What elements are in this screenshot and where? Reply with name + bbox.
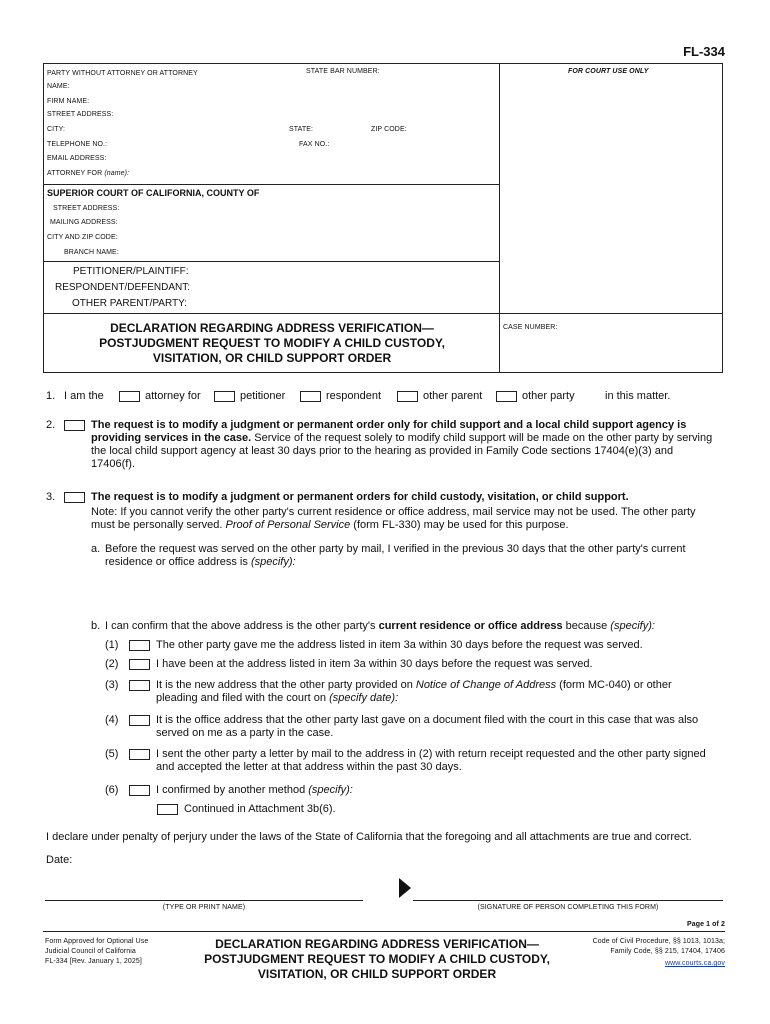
email-label: EMAIL ADDRESS: <box>47 155 107 162</box>
option2-number: (2) <box>105 658 119 670</box>
case-number-label: CASE NUMBER: <box>503 324 558 331</box>
zip-code-label: ZIP CODE: <box>371 126 407 133</box>
item2-text: The request is to modify a judgment or permanent order only for child support and a local child support agency is providing services in the case. Service of the request solely to modify child support will be made on the other party by serving the local child support agency at least 30 days prior to the hearing as provided in Family Code sections 17404(e)(3) and 17406(f). <box>91 419 713 470</box>
option1-text: The other party gave me the address listed in item 3a within 30 days before the request was served. <box>156 639 643 651</box>
item2-number: 2. <box>46 419 56 431</box>
option5-number: (5) <box>105 748 119 760</box>
court-section-border <box>43 261 500 262</box>
item1-tail: in this matter. <box>605 390 671 402</box>
item3b-label: b. <box>91 620 101 632</box>
page-number: Page 1 of 2 <box>686 921 725 928</box>
court-street-label: STREET ADDRESS: <box>53 205 120 212</box>
item3-heading: The request is to modify a judgment or permanent orders for child custody, visitation, or child support. <box>91 491 629 503</box>
attorney-section-border <box>43 184 500 185</box>
option3-text: It is the new address that the other party provided on Notice of Change of Address (form MC-040) or other pleading and filed with the court on (specify date): <box>156 679 672 704</box>
parties-section-border <box>43 313 723 314</box>
option-other-parent: other parent <box>423 390 483 402</box>
option4-checkbox[interactable] <box>129 715 150 726</box>
declaration-text: I declare under penalty of perjury under the laws of the State of California that the foregoing and all attachments are true and correct. <box>46 831 692 843</box>
signature-label: (SIGNATURE OF PERSON COMPLETING THIS FORM) <box>477 904 659 911</box>
option5-checkbox[interactable] <box>129 749 150 760</box>
courts-website-link[interactable]: www.courts.ca.gov <box>664 960 725 967</box>
option4-text: It is the office address that the other party last gave on a document filed with the court in this case that was also served on me as a party in the case. <box>156 714 699 739</box>
item3a-text: Before the request was served on the other party by mail, I verified in the previous 30 days that the other party's current residence or office address is (specify): <box>105 543 686 568</box>
attorney-for-label: ATTORNEY FOR (name): <box>47 170 130 177</box>
state-bar-number-label: STATE BAR NUMBER: <box>306 68 380 75</box>
respondent-checkbox[interactable] <box>300 391 321 402</box>
date-label: Date: <box>46 854 73 866</box>
code-block: Code of Civil Procedure, §§ 1013, 1013a; Family Code, §§ 215, 17404, 17406 www.courts.ca.gov <box>592 938 725 967</box>
option2-text: I have been at the address listed in item 3a within 30 days before the request was served. <box>156 658 593 670</box>
petitioner-label: PETITIONER/PLAINTIFF: <box>73 266 189 277</box>
other-party-checkbox[interactable] <box>496 391 517 402</box>
party-without-attorney-label: PARTY WITHOUT ATTORNEY OR ATTORNEY <box>47 70 198 77</box>
court-branch-label: BRANCH NAME: <box>64 249 119 256</box>
option6-number: (6) <box>105 784 119 796</box>
footer-divider <box>43 931 725 932</box>
option-other-party: other party <box>522 390 575 402</box>
item3-note: Note: If you cannot verify the other party's current residence or office address, mail service may not be used. The other party must be personally served. Proof of Personal Service (form FL-330) may be used for this purpose. <box>91 506 696 531</box>
other-parent-label: OTHER PARENT/PARTY: <box>72 298 188 309</box>
item2-checkbox[interactable] <box>64 420 85 431</box>
option6-checkbox[interactable] <box>129 785 150 796</box>
continued-checkbox[interactable] <box>157 804 178 815</box>
court-mailing-label: MAILING ADDRESS: <box>50 219 118 226</box>
approval-block: Form Approved for Optional Use Judicial Council of California FL-334 [Rev. January 1, 2025] <box>45 938 149 965</box>
option-respondent: respondent <box>326 390 382 402</box>
court-city-zip-label: CITY AND ZIP CODE: <box>47 234 118 241</box>
type-name-label: (TYPE OR PRINT NAME) <box>162 904 246 911</box>
option1-checkbox[interactable] <box>129 640 150 651</box>
item1-number: 1. <box>46 390 56 402</box>
option-attorney-for: attorney for <box>145 390 201 402</box>
option2-checkbox[interactable] <box>129 659 150 670</box>
footer-title: DECLARATION REGARDING ADDRESS VERIFICATION— POSTJUDGMENT REQUEST TO MODIFY A CHILD CUSTODY, VISITATION, OR CHILD SUPPORT ORDER <box>204 937 550 981</box>
item3b-text: I can confirm that the above address is the other party's current residence or office address because (specify): <box>105 620 655 632</box>
state-label: STATE: <box>289 126 314 133</box>
option3-checkbox[interactable] <box>129 680 150 691</box>
for-court-use-label: FOR COURT USE ONLY <box>568 68 649 75</box>
telephone-label: TELEPHONE NO.: <box>47 141 108 148</box>
court-title: SUPERIOR COURT OF CALIFORNIA, COUNTY OF <box>47 188 260 198</box>
form-title: DECLARATION REGARDING ADDRESS VERIFICATION— POSTJUDGMENT REQUEST TO MODIFY A CHILD CUSTODY, VISITATION, OR CHILD SUPPORT ORDER <box>99 321 445 365</box>
item3a-label: a. <box>91 543 101 555</box>
option6-text: I confirmed by another method (specify): <box>156 784 353 796</box>
continued-text: Continued in Attachment 3b(6). <box>184 803 336 815</box>
item3-checkbox[interactable] <box>64 492 85 503</box>
form-id: FL-334 <box>683 44 725 59</box>
option-petitioner: petitioner <box>240 390 286 402</box>
option3-number: (3) <box>105 679 119 691</box>
signature-arrow-icon <box>399 878 411 898</box>
option1-number: (1) <box>105 639 119 651</box>
respondent-label: RESPONDENT/DEFENDANT: <box>55 282 191 293</box>
street-address-label: STREET ADDRESS: <box>47 111 114 118</box>
item1-lead: I am the <box>64 390 104 402</box>
item3-number: 3. <box>46 491 56 503</box>
firm-name-label: FIRM NAME: <box>47 98 90 105</box>
attorney-for-checkbox[interactable] <box>119 391 140 402</box>
option4-number: (4) <box>105 714 119 726</box>
petitioner-checkbox[interactable] <box>214 391 235 402</box>
fax-label: FAX NO.: <box>299 141 330 148</box>
name-label: NAME: <box>47 83 70 90</box>
name-line[interactable] <box>45 900 363 901</box>
signature-line[interactable] <box>413 900 723 901</box>
city-label: CITY: <box>47 126 66 133</box>
option5-text: I sent the other party a letter by mail to the address in (2) with return receipt requested and the other party signed and accepted the letter at that address within the past 30 days. <box>156 748 706 773</box>
other-parent-checkbox[interactable] <box>397 391 418 402</box>
